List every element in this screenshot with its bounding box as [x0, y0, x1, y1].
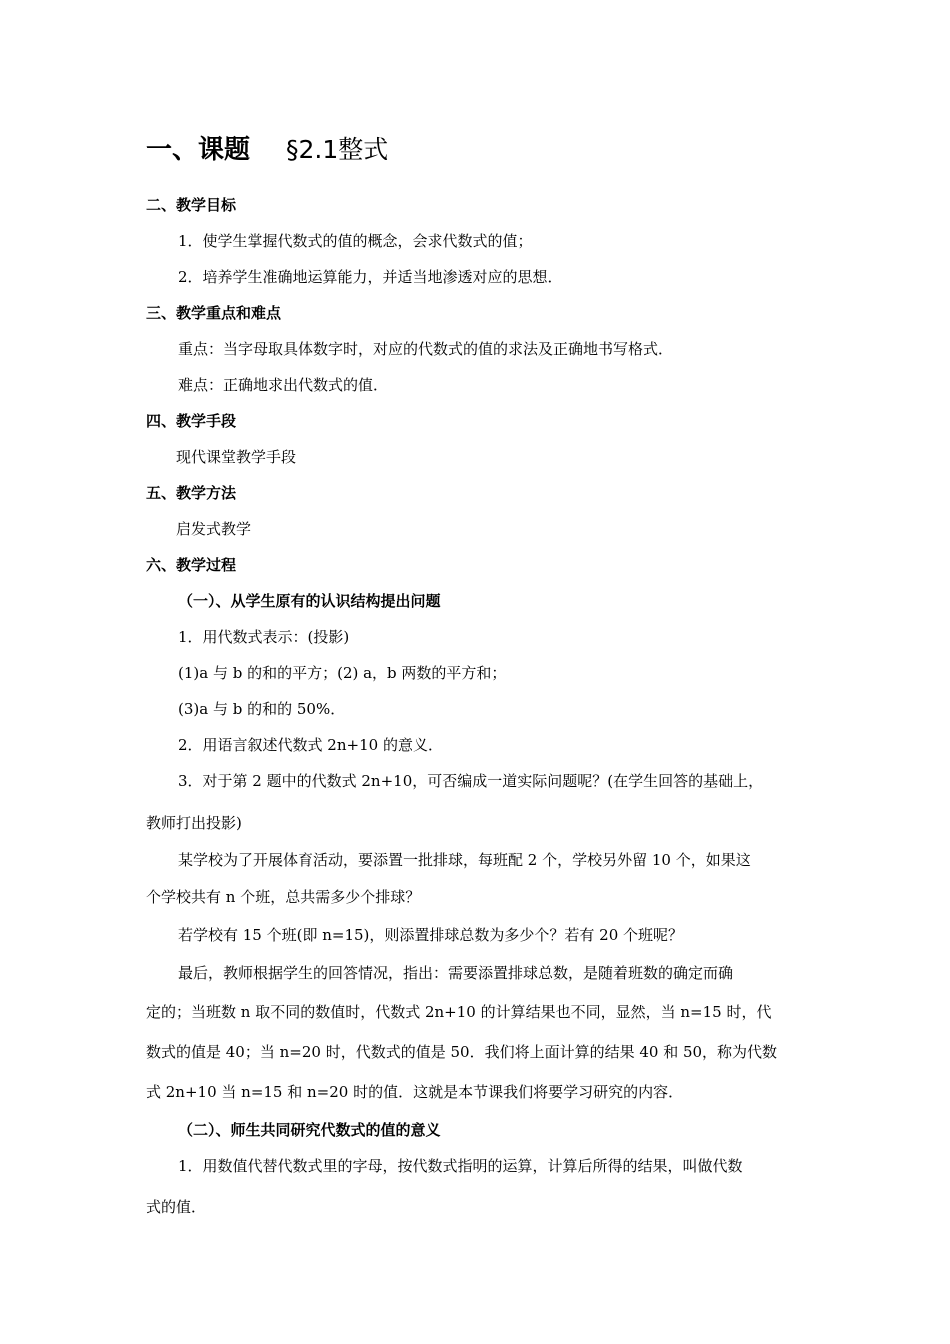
lesson-title: [146, 130, 388, 170]
section-heading-means: 四、教学手段: [146, 412, 237, 430]
paragraph-line: (3)a 与 b 的和的 50%．: [178, 700, 346, 718]
title-section: §2.1整式: [286, 135, 389, 164]
title-heading: 一、课题: [146, 135, 251, 165]
paragraph-line: 2．用语言叙述代数式 2n+10 的意义．: [178, 736, 443, 754]
objective-item: 2．培养学生准确地运算能力，并适当地渗透对应的思想．: [178, 268, 563, 286]
section-heading-method: 五、教学方法: [146, 484, 237, 502]
paragraph-line: 式 2n+10 当 n=15 和 n=20 时的值．这就是本节课我们将要学习研究的内容．: [146, 1083, 684, 1101]
paragraph-line: 教师打出投影): [146, 814, 242, 832]
paragraph-line: 1．用数值代替代数式里的字母，按代数式指明的运算，计算后所得的结果，叫做代数: [178, 1157, 743, 1175]
keypoint-item: 重点：当字母取具体数字时，对应的代数式的值的求法及正确地书写格式．: [178, 340, 674, 358]
subsection-heading: （一）、从学生原有的认识结构提出问题: [178, 592, 441, 610]
objective-item: 1．使学生掌握代数式的值的概念，会求代数式的值；: [178, 232, 533, 250]
method-text: 启发式教学: [176, 520, 252, 538]
section-heading-process: 六、教学过程: [146, 556, 237, 574]
section-heading-objectives: 二、教学目标: [146, 196, 237, 214]
paragraph-line: 式的值．: [146, 1198, 207, 1216]
paragraph-line: (1)a 与 b 的和的平方；(2) a，b 两数的平方和；: [178, 664, 507, 682]
paragraph-line: 若学校有 15 个班(即 n=15)，则添置排球总数为多少个？若有 20 个班呢？: [178, 926, 684, 944]
subsection-heading: （二）、师生共同研究代数式的值的意义: [178, 1121, 441, 1139]
paragraph-line: 定的；当班数 n 取不同的数值时，代数式 2n+10 的计算结果也不同，显然，当 n=15 时，代: [146, 1003, 772, 1021]
paragraph-line: 某学校为了开展体育活动，要添置一批排球，每班配 2 个，学校另外留 10 个，如果这: [178, 851, 751, 869]
paragraph-line: 个学校共有 n 个班，总共需多少个排球？: [146, 888, 421, 906]
means-text: 现代课堂教学手段: [176, 448, 297, 466]
paragraph-line: 数式的值是 40；当 n=20 时，代数式的值是 50．我们将上面计算的结果 40 和 50，称为代数: [146, 1043, 778, 1061]
paragraph-line: 最后，教师根据学生的回答情况，指出：需要添置排球总数，是随着班数的确定而确: [178, 964, 734, 982]
keypoint-item: 难点：正确地求出代数式的值．: [178, 376, 389, 394]
paragraph-line: 1．用代数式表示：(投影): [178, 628, 350, 646]
paragraph-line: 3．对于第 2 题中的代数式 2n+10，可否编成一道实际问题呢？(在学生回答的基础上，: [178, 772, 764, 790]
section-heading-keypoints: 三、教学重点和难点: [146, 304, 282, 322]
